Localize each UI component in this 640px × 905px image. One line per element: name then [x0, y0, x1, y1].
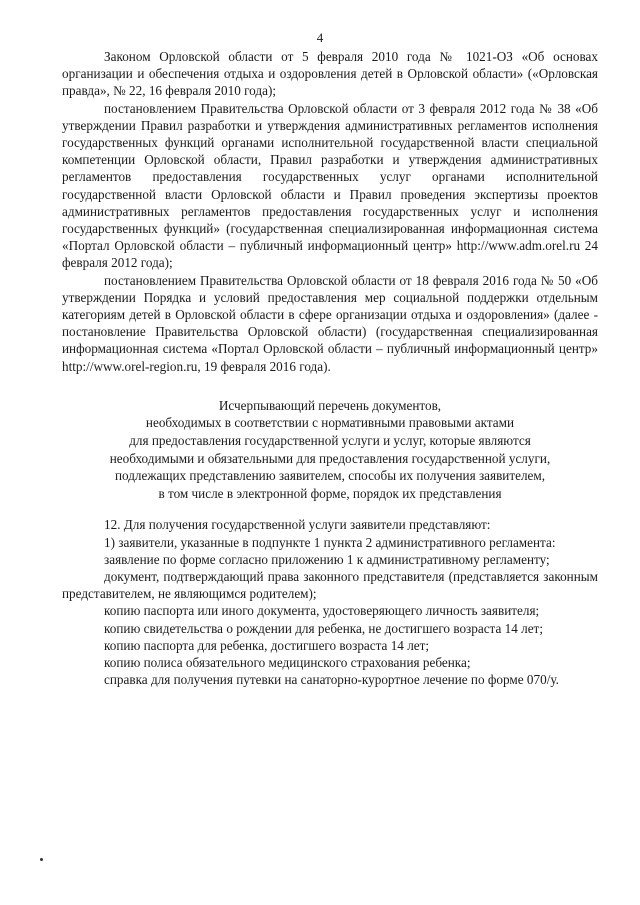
list-item: справка для получения путевки на санаторно-курортное лечение по форме 070/у.	[104, 672, 559, 688]
list-item: заявление по форме согласно приложению 1 к административному регламенту;	[104, 551, 550, 567]
paragraph-resolution-50: постановлением Правительства Орловской области от 18 февраля 2016 года № 50 «Об утверждении Порядка и условий предоставления мер социальной поддержки отдельным категориям детей в Орловской области в сфере организации отдыха и оздоровления» (далее - постановление Правительства Орловской области) (государственная специализированная информационная система «Портал Орловской области – публичный информационный центр» http://www.orel-region.ru, 19 февраля 2016 года).	[62, 272, 598, 374]
list-item: копию паспорта для ребенка, достигшего возраста 14 лет;	[104, 637, 430, 653]
heading-line: необходимыми и обязательными для предоставления государственной услуги,	[109, 450, 551, 466]
list-item: документ, подтверждающий права законного представителя (представляется законным представителем, не являющимся родителем);	[62, 569, 598, 602]
heading-line: Исчерпывающий перечень документов,	[218, 397, 442, 413]
documents-list	[62, 516, 598, 688]
list-item: копию полиса обязательного медицинского страхования ребенка;	[104, 655, 471, 671]
list-item: 12. Для получения государственной услуги заявители представляют:	[104, 517, 491, 533]
paragraph-law: Законом Орловской области от 5 февраля 2010 года № 1021-ОЗ «Об основах организации и обеспечения отдыха и оздоровления детей в Орловской области» («Орловская правда», № 22, 16 февраля 2010 года);	[62, 49, 598, 99]
heading-line: подлежащих представлению заявителем, способы их получения заявителем,	[114, 468, 546, 484]
list-item: копию свидетельства о рождении для ребенка, не достигшего возраста 14 лет;	[104, 620, 543, 636]
heading-line: для предоставления государственной услуги и услуг, которые являются	[129, 433, 531, 449]
section-heading	[62, 397, 598, 503]
paragraph-resolution-38: постановлением Правительства Орловской области от 3 февраля 2012 года № 38 «Об утверждении Правил разработки и утверждения административных регламентов исполнения государственных функций органами исполнительной государственной власти специальной компетенции Орловской области, Правил разработки и утверждения административных регламентов предоставления государственных услуг органами исполнительной государственной власти Орловской области и Правил проведения экспертизы проектов административных регламентов предоставления государственных услуг и исполнения государственных функций» (государственная специализированная информационная система «Портал Орловской области – публичный информационный центр» http://www.adm.orel.ru 24 февраля 2012 года);	[62, 100, 598, 271]
heading-line: необходимых в соответствии с нормативными правовыми актами	[145, 415, 515, 431]
heading-line: в том числе в электронной форме, порядок их представления	[158, 485, 502, 501]
list-item: 1) заявители, указанные в подпункте 1 пункта 2 административного регламента:	[104, 534, 556, 550]
page-number: 4	[316, 30, 324, 45]
list-item: копию паспорта или иного документа, удостоверяющего личность заявителя;	[104, 603, 540, 619]
scan-speck	[40, 858, 43, 861]
document-body	[62, 48, 598, 688]
